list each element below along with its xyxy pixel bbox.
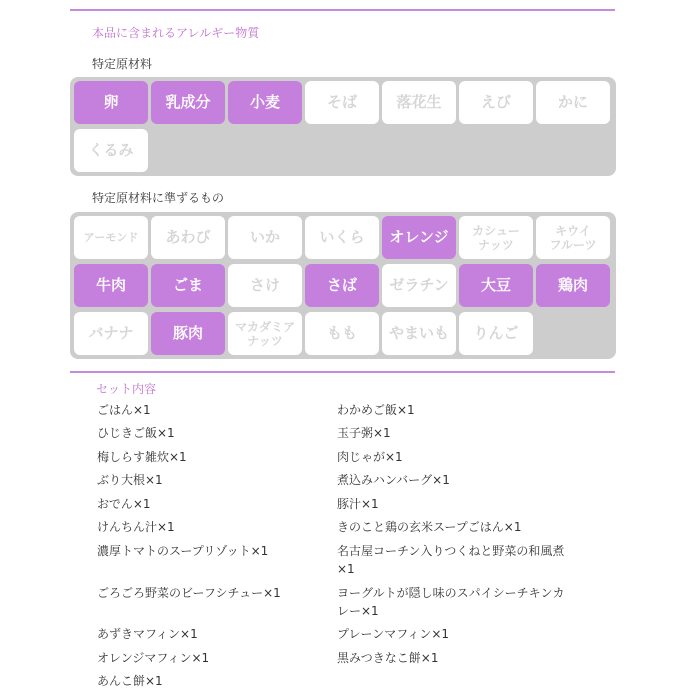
set-item: 梅しらす雑炊×1 (97, 450, 187, 464)
set-item: あんこ餅×1 (97, 674, 163, 688)
allergen-chip: 卵 (74, 81, 148, 124)
allergen-chip: オレンジ (382, 216, 456, 259)
equivalent-panel (70, 212, 616, 359)
allergen-chip: さば (305, 264, 379, 307)
set-item: 名古屋コーチン入りつくねと野菜の和風煮 ×1 (337, 544, 565, 576)
allergen-chip: やまいも (382, 312, 456, 355)
specified-heading: 特定原材料 (92, 57, 153, 71)
set-item: 煮込みハンバーグ×1 (337, 473, 450, 487)
allergen-chip: カシュー ナッツ (459, 216, 533, 259)
set-item: ひじきご飯×1 (97, 426, 175, 440)
set-item: おでん×1 (97, 497, 151, 511)
allergen-chip: えび (459, 81, 533, 124)
allergen-chip: ごま (151, 264, 225, 307)
middle-rule (70, 371, 615, 373)
set-item: あずきマフィン×1 (97, 627, 198, 641)
allergen-chip: アーモンド (74, 216, 148, 259)
set-item: ぶり大根×1 (97, 473, 163, 487)
allergen-chip: もも (305, 312, 379, 355)
allergen-chip: 大豆 (459, 264, 533, 307)
allergen-chip: いか (228, 216, 302, 259)
allergen-chip: いくら (305, 216, 379, 259)
set-item: 濃厚トマトのスープリゾット×1 (97, 544, 269, 558)
allergen-chip: あわび (151, 216, 225, 259)
set-item: ごはん×1 (97, 403, 151, 417)
allergen-chip: 乳成分 (151, 81, 225, 124)
set-item: ごろごろ野菜のビーフシチュー×1 (97, 586, 281, 600)
top-rule (70, 9, 615, 11)
set-item: 玉子粥×1 (337, 426, 391, 440)
allergen-chip: 豚肉 (151, 312, 225, 355)
set-item: 肉じゃが×1 (337, 450, 403, 464)
set-item: わかめご飯×1 (337, 403, 415, 417)
set-item: プレーンマフィン×1 (337, 627, 450, 641)
set-section-title: セット内容 (96, 382, 157, 396)
allergen-chip: 落花生 (382, 81, 456, 124)
allergen-chip: マカダミア ナッツ (228, 312, 302, 355)
allergen-chip: そば (305, 81, 379, 124)
allergen-chip: さけ (228, 264, 302, 307)
allergen-chip: 小麦 (228, 81, 302, 124)
allergen-chip: ゼラチン (382, 264, 456, 307)
allergen-chip: かに (536, 81, 610, 124)
allergen-chip: 牛肉 (74, 264, 148, 307)
specified-panel (70, 77, 616, 176)
set-item: オレンジマフィン×1 (97, 651, 210, 665)
allergen-chip: りんご (459, 312, 533, 355)
allergen-section-title: 本品に含まれるアレルギー物質 (92, 26, 260, 40)
set-item: 黒みつきなこ餅×1 (337, 651, 439, 665)
allergen-chip: キウイ フルーツ (536, 216, 610, 259)
equivalent-heading: 特定原材料に準ずるもの (92, 191, 225, 205)
allergen-chip: くるみ (74, 129, 148, 172)
allergen-chip: 鶏肉 (536, 264, 610, 307)
set-item: けんちん汁×1 (97, 520, 175, 534)
allergen-chip: バナナ (74, 312, 148, 355)
set-item: 豚汁×1 (337, 497, 379, 511)
set-item: ヨーグルトが隠し味のスパイシーチキンカ レー×1 (337, 586, 565, 618)
set-item: きのこと鶏の玄米スープごはん×1 (337, 520, 522, 534)
